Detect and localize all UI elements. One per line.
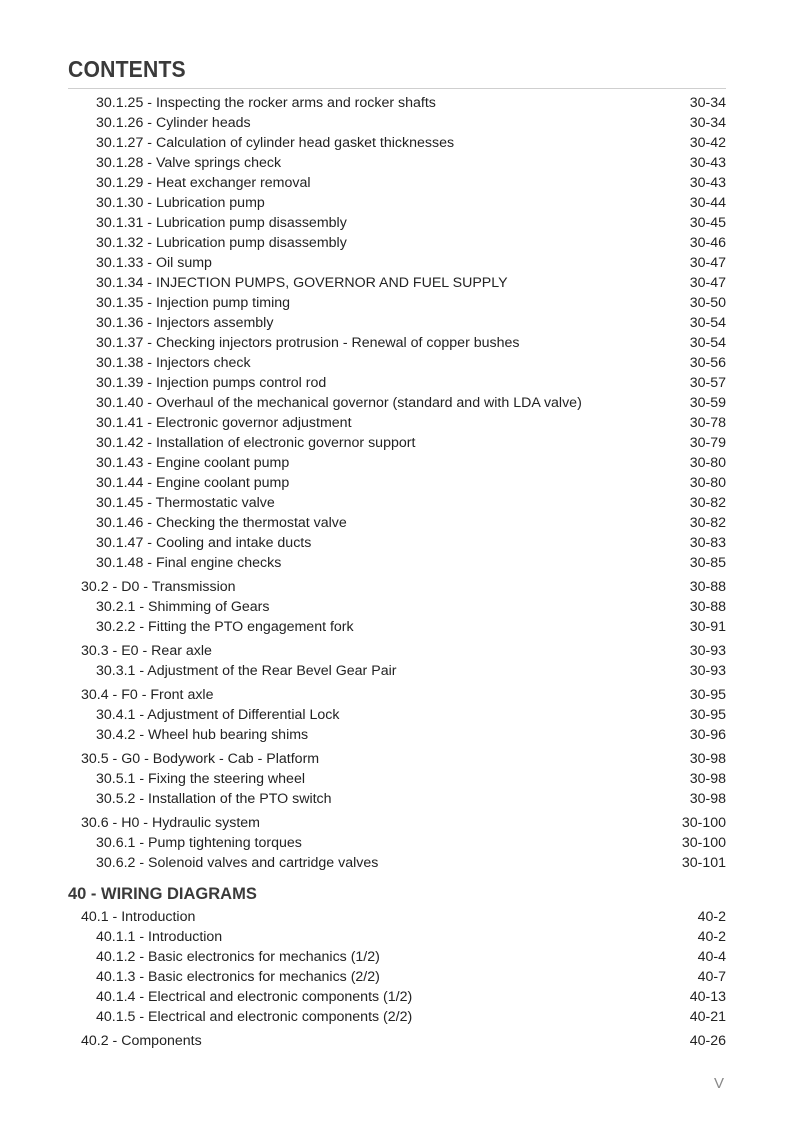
title-rule [68,88,726,89]
toc-entry-page: 30-44 [689,195,726,211]
toc-entry-page: 30-34 [689,115,726,131]
toc-entry-label: 30.1.43 - Engine coolant pump [96,455,290,471]
toc-entry-page: 30-59 [689,395,726,411]
toc-entry-label: 30.1.32 - Lubrication pump disassembly [96,235,347,251]
toc-entry[interactable] [0,273,794,293]
toc-entry-label: 30.1.39 - Injection pumps control rod [96,375,327,391]
toc-entry-label: 40.1 - Introduction [81,909,196,925]
toc-entry-label: 40.1.4 - Electrical and electronic components (1/2) [96,989,413,1005]
toc-group-30-1 [0,93,794,573]
toc-entry-page: 30-93 [689,663,726,679]
toc-entry[interactable] [0,833,794,853]
toc-entry-page: 30-78 [689,415,726,431]
toc-entry[interactable] [0,907,794,927]
toc-entry[interactable] [0,93,794,113]
toc-entry[interactable] [0,353,794,373]
section-heading[interactable] [0,881,794,907]
toc-entry[interactable] [0,433,794,453]
toc-entry-page: 40-13 [689,989,726,1005]
toc-entry-label: 30.2 - D0 - Transmission [81,579,236,595]
toc-entry[interactable] [0,133,794,153]
toc-entry-label: 40.2 - Components [81,1033,202,1049]
toc-entry-page: 30-88 [689,579,726,595]
toc-entry[interactable] [0,661,794,681]
toc-entry-label: 30.1.46 - Checking the thermostat valve [96,515,347,531]
toc-entry-page: 30-80 [689,475,726,491]
page-title: CONTENTS [68,56,186,82]
toc-entry[interactable] [0,413,794,433]
toc-entry-label: 30.4 - F0 - Front axle [81,687,214,703]
toc-entry-page: 30-34 [689,95,726,111]
toc-entry[interactable] [0,1031,794,1051]
toc-entry[interactable] [0,193,794,213]
toc-entry-page: 30-100 [681,815,726,831]
toc-entry-page: 30-95 [689,687,726,703]
toc-entry[interactable] [0,789,794,809]
toc-entry-page: 30-82 [689,495,726,511]
toc-entry-label: 30.5.2 - Installation of the PTO switch [96,791,332,807]
toc-entry-label: 30.3 - E0 - Rear axle [81,643,212,659]
toc-entry-page: 30-43 [689,155,726,171]
table-of-contents [0,93,794,1051]
toc-entry-label: 30.1.48 - Final engine checks [96,555,282,571]
toc-entry-page: 40-7 [697,969,726,985]
toc-entry-label: 30.2.2 - Fitting the PTO engagement fork [96,619,354,635]
toc-entry[interactable] [0,853,794,873]
toc-entry-page: 30-79 [689,435,726,451]
toc-entry-label: 30.1.25 - Inspecting the rocker arms and rocker shafts [96,95,436,111]
toc-entry-page: 40-26 [689,1033,726,1049]
toc-entry-label: 30.1.27 - Calculation of cylinder head gasket thicknesses [96,135,455,151]
toc-entry-page: 30-83 [689,535,726,551]
toc-entry-page: 30-43 [689,175,726,191]
toc-entry[interactable] [0,493,794,513]
toc-entry[interactable] [0,685,794,705]
toc-entry[interactable] [0,987,794,1007]
toc-entry-page: 30-100 [681,835,726,851]
toc-entry-page: 30-45 [689,215,726,231]
toc-entry-label: 30.1.29 - Heat exchanger removal [96,175,311,191]
toc-entry-label: 30.1.44 - Engine coolant pump [96,475,290,491]
toc-entry[interactable] [0,967,794,987]
toc-entry-page: 30-47 [689,275,726,291]
toc-entry-page: 30-95 [689,707,726,723]
toc-entry[interactable] [0,233,794,253]
toc-entry[interactable] [0,373,794,393]
toc-entry[interactable] [0,597,794,617]
toc-entry[interactable] [0,313,794,333]
toc-entry[interactable] [0,173,794,193]
toc-entry[interactable] [0,213,794,233]
toc-entry[interactable] [0,769,794,789]
toc-entry[interactable] [0,393,794,413]
toc-entry[interactable] [0,617,794,637]
toc-entry[interactable] [0,153,794,173]
toc-entry-label: 30.2.1 - Shimming of Gears [96,599,270,615]
toc-entry-page: 30-98 [689,771,726,787]
toc-entry-page: 30-101 [681,855,726,871]
toc-entry-page: 30-91 [689,619,726,635]
toc-entry-page: 30-54 [689,335,726,351]
toc-entry-label: 40.1.3 - Basic electronics for mechanics (2/2) [96,969,380,985]
toc-entry[interactable] [0,333,794,353]
toc-entry[interactable] [0,513,794,533]
toc-entry[interactable] [0,705,794,725]
toc-entry[interactable] [0,927,794,947]
toc-entry-label: 30.4.1 - Adjustment of Differential Lock [96,707,340,723]
page-folio: V [713,1075,724,1092]
toc-entry-page: 40-4 [697,949,726,965]
toc-entry-page: 40-2 [697,909,726,925]
toc-entry-label: 30.1.42 - Installation of electronic governor support [96,435,416,451]
toc-entry[interactable] [0,947,794,967]
toc-entry[interactable] [0,749,794,769]
toc-entry[interactable] [0,1007,794,1027]
toc-entry-page: 30-50 [689,295,726,311]
toc-entry-label: 30.5 - G0 - Bodywork - Cab - Platform [81,751,320,767]
toc-entry-page: 30-96 [689,727,726,743]
toc-entry-page: 30-46 [689,235,726,251]
toc-entry-label: 40.1.5 - Electrical and electronic components (2/2) [96,1009,413,1025]
toc-entry-label: 30.1.37 - Checking injectors protrusion - Renewal of copper bushes [96,335,520,351]
toc-entry[interactable] [0,553,794,573]
toc-entry-label: 30.1.47 - Cooling and intake ducts [96,535,312,551]
toc-entry-label: 40.1.2 - Basic electronics for mechanics (1/2) [96,949,380,965]
toc-entry[interactable] [0,725,794,745]
toc-entry-page: 30-42 [689,135,726,151]
toc-entry-page: 30-98 [689,751,726,767]
toc-entry-page: 30-93 [689,643,726,659]
toc-entry[interactable] [0,813,794,833]
toc-entry-label: 30.1.33 - Oil sump [96,255,212,271]
toc-entry[interactable] [0,533,794,553]
toc-entry-label: 30.3.1 - Adjustment of the Rear Bevel Gear Pair [96,663,397,679]
toc-entry[interactable] [0,473,794,493]
toc-entry-label: 30.6.1 - Pump tightening torques [96,835,302,851]
toc-entry-label: 30.1.36 - Injectors assembly [96,315,274,331]
toc-entry-page: 40-2 [697,929,726,945]
toc-entry[interactable] [0,453,794,473]
toc-entry-label: 30.1.26 - Cylinder heads [96,115,251,131]
toc-entry-label: 30.1.38 - Injectors check [96,355,251,371]
toc-entry-label: 30.6 - H0 - Hydraulic system [81,815,260,831]
toc-entry-page: 40-21 [689,1009,726,1025]
toc-entry[interactable] [0,253,794,273]
toc-entry-page: 30-57 [689,375,726,391]
toc-entry-page: 30-47 [689,255,726,271]
toc-entry-page: 30-56 [689,355,726,371]
toc-entry-label: 40.1.1 - Introduction [96,929,223,945]
toc-entry-label: 30.1.40 - Overhaul of the mechanical governor (standard and with LDA valve) [96,395,582,411]
toc-entry[interactable] [0,641,794,661]
toc-entry[interactable] [0,113,794,133]
toc-entry-label: 30.5.1 - Fixing the steering wheel [96,771,305,787]
toc-entry-label: 30.1.45 - Thermostatic valve [96,495,275,511]
toc-entry-page: 30-80 [689,455,726,471]
toc-entry-label: 30.1.34 - INJECTION PUMPS, GOVERNOR AND FUEL SUPPLY [96,275,508,291]
toc-entry-label: 30.6.2 - Solenoid valves and cartridge valves [96,855,379,871]
toc-entry-label: 30.1.41 - Electronic governor adjustment [96,415,352,431]
toc-entry-page: 30-88 [689,599,726,615]
toc-entry-label: 30.1.28 - Valve springs check [96,155,282,171]
toc-entry[interactable] [0,293,794,313]
toc-entry-label: 30.1.31 - Lubrication pump disassembly [96,215,347,231]
toc-entry-page: 30-85 [689,555,726,571]
toc-entry-page: 30-82 [689,515,726,531]
toc-entry-page: 30-98 [689,791,726,807]
toc-entry-label: 30.4.2 - Wheel hub bearing shims [96,727,309,743]
toc-entry-label: 30.1.30 - Lubrication pump [96,195,265,211]
toc-entry[interactable] [0,577,794,597]
section-heading-label: 40 - WIRING DIAGRAMS [68,885,257,903]
toc-entry-page: 30-54 [689,315,726,331]
toc-entry-label: 30.1.35 - Injection pump timing [96,295,291,311]
